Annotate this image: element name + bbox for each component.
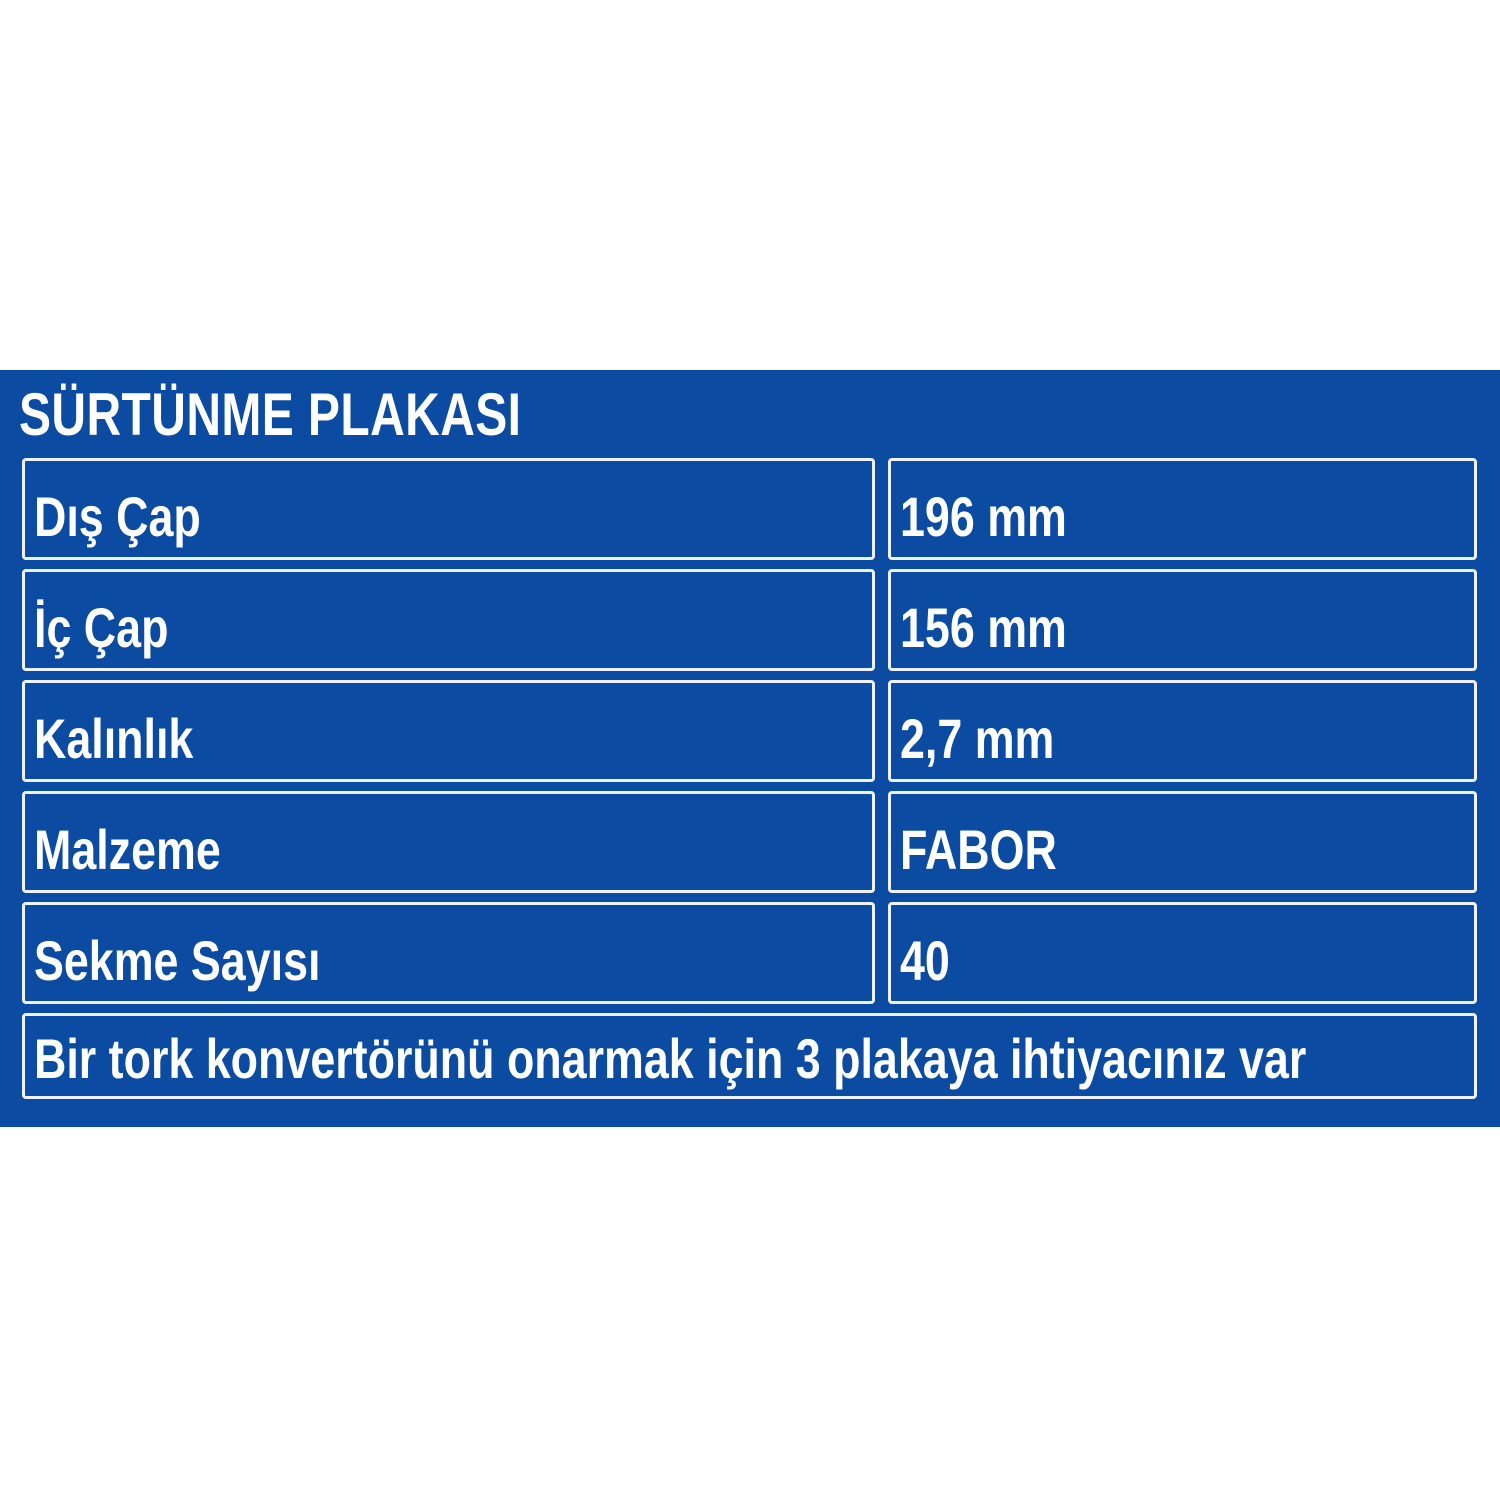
spec-label: Dış Çap <box>34 484 201 548</box>
footer-note-text: Bir tork konvertörünü onarmak için 3 plakaya ihtiyacınız var <box>34 1026 1307 1090</box>
spec-value: 2,7 mm <box>900 706 1055 770</box>
table-row <box>22 569 1477 671</box>
spec-label: Malzeme <box>34 817 221 881</box>
spec-value: 156 mm <box>900 595 1067 659</box>
table-row <box>22 791 1477 893</box>
spec-value-cell <box>888 680 1477 782</box>
table-row <box>22 902 1477 1004</box>
spec-label: İç Çap <box>34 595 169 659</box>
spec-panel <box>0 370 1500 1127</box>
table-title <box>0 370 1500 458</box>
spec-value-cell <box>888 791 1477 893</box>
table-title-text: SÜRTÜNME PLAKASI <box>19 380 522 448</box>
spec-label: Sekme Sayısı <box>34 928 321 992</box>
footer-note <box>22 1013 1477 1099</box>
spec-label-cell <box>22 458 875 560</box>
spec-label-cell <box>22 791 875 893</box>
spec-value-cell <box>888 902 1477 1004</box>
spec-label-cell <box>22 902 875 1004</box>
spec-label-cell <box>22 569 875 671</box>
spec-value-cell <box>888 458 1477 560</box>
table-row <box>22 458 1477 560</box>
spec-value: 196 mm <box>900 484 1067 548</box>
table-row <box>22 680 1477 782</box>
spec-value: 40 <box>900 928 950 992</box>
table-footer-row <box>22 1013 1477 1099</box>
spec-label: Kalınlık <box>34 706 194 770</box>
spec-rows <box>22 458 1477 1099</box>
spec-value-cell <box>888 569 1477 671</box>
spec-value: FABOR <box>900 817 1057 881</box>
spec-label-cell <box>22 680 875 782</box>
